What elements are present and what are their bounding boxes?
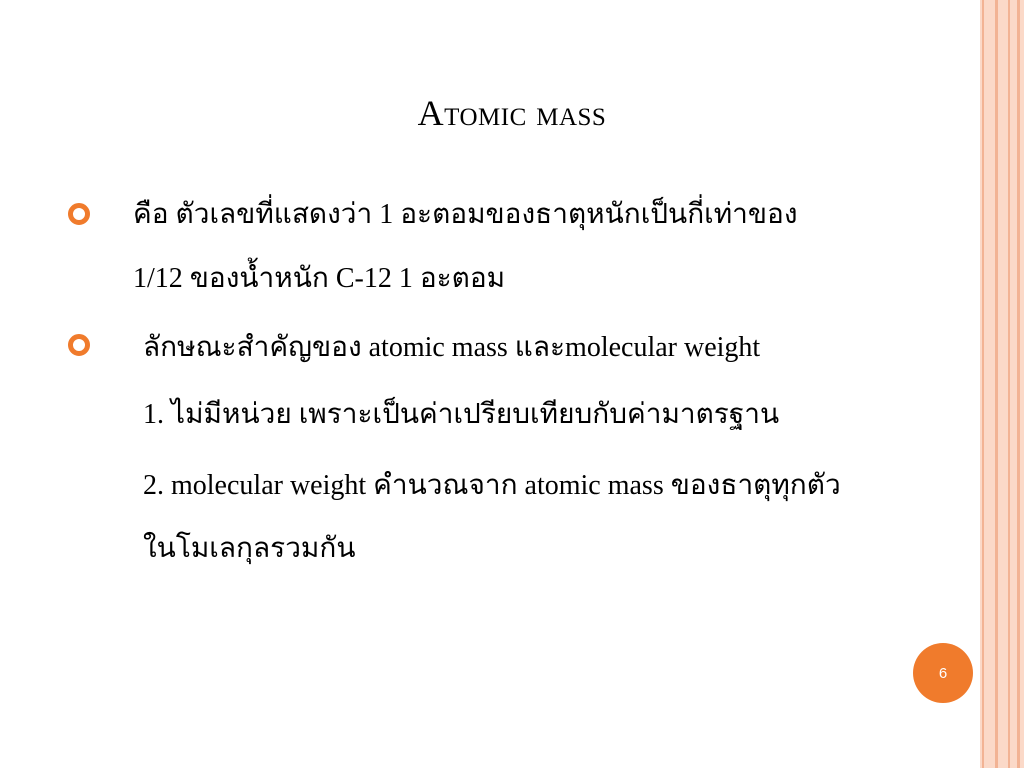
bullet-1-line-1: คือ ตัวเลขที่แสดงว่า 1 อะตอมของธาตุหนักเป็นกี่เท่าของ <box>133 199 798 230</box>
bullet-2-subpoint-1: 1. ไม่มีหน่วย เพราะเป็นค่าเปรียบเทียบกับค่ามาตรฐาน <box>143 399 780 430</box>
bullet-2-line-1: ลักษณะสำคัญของ atomic mass และmolecular weight <box>143 332 761 363</box>
bullet-1-line-2: 1/12 ของน้ำหนัก C-12 1 อะตอม <box>133 263 506 294</box>
page-number-badge <box>913 643 973 703</box>
ring-bullet-icon <box>68 203 90 225</box>
ring-bullet-icon <box>68 334 90 356</box>
slide-title: Atomic mass <box>417 93 607 133</box>
page-number: 6 <box>938 664 948 682</box>
bullet-2-subpoint-2: 2. molecular weight คำนวณจาก atomic mass ของธาตุทุกตัว <box>143 470 841 501</box>
bullet-2-subpoint-2-continued: ในโมเลกุลรวมกัน <box>143 533 356 564</box>
